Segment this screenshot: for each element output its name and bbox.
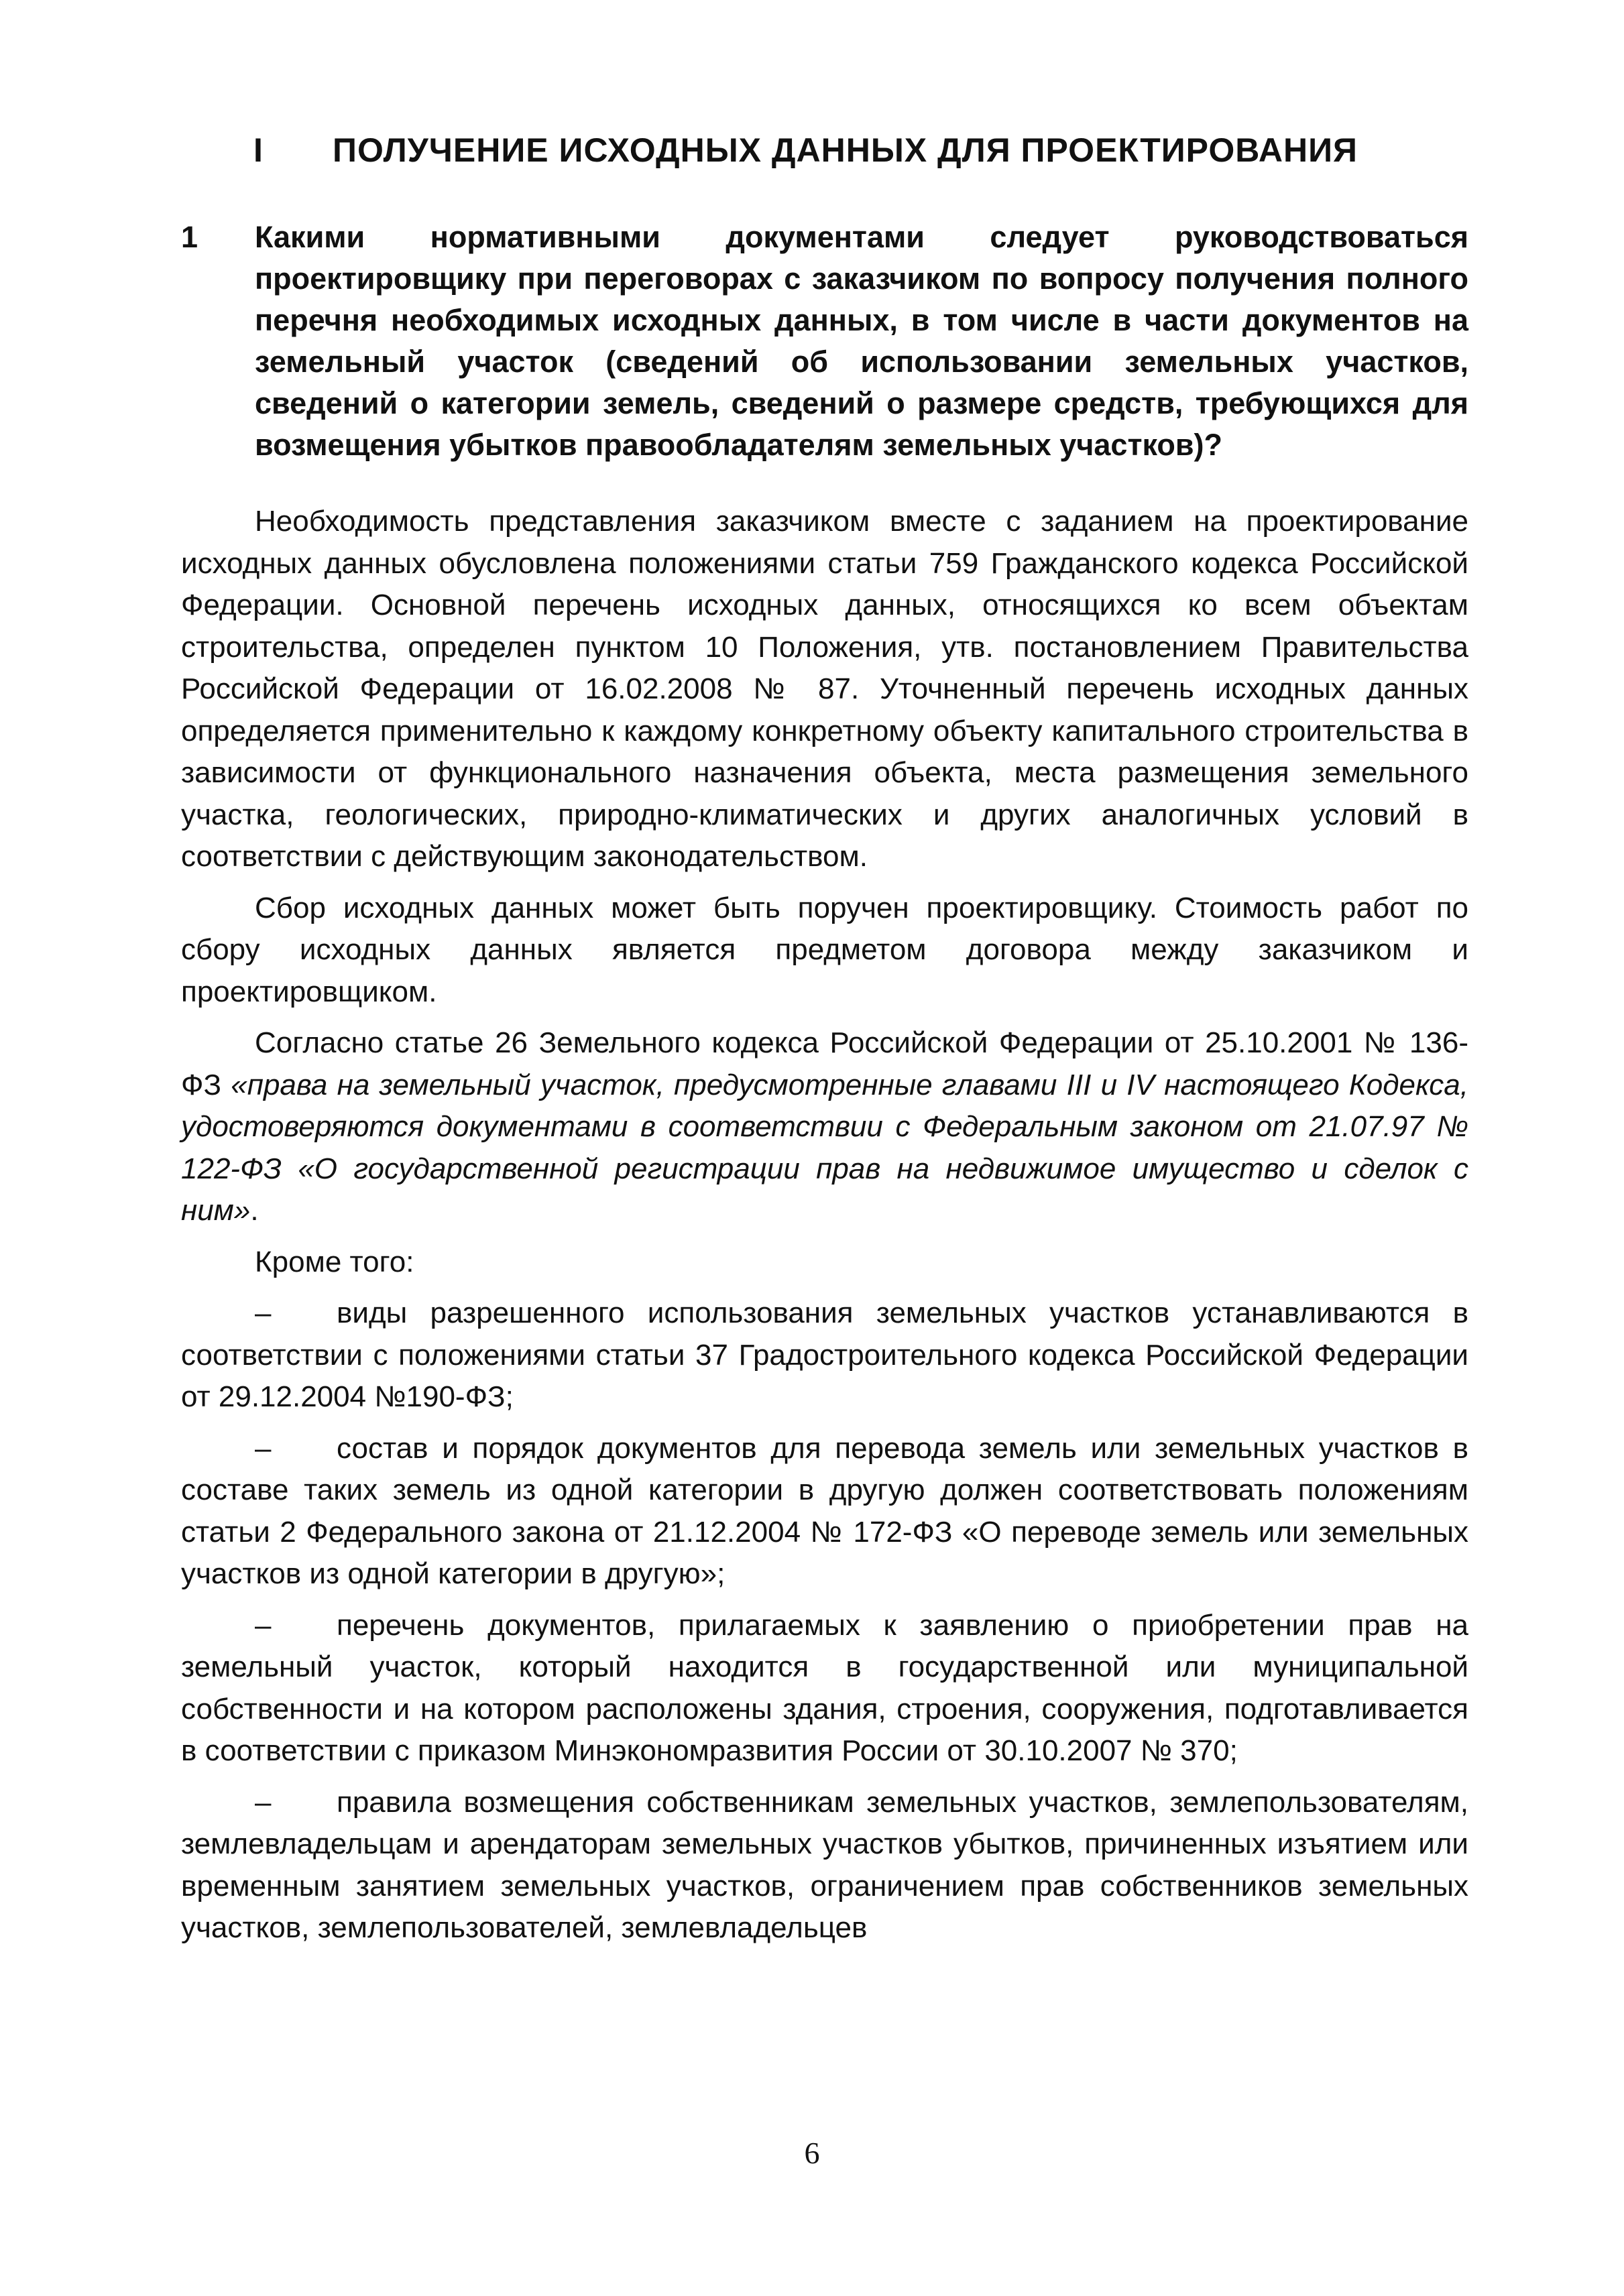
list-item — [181, 1428, 1468, 1595]
list-item — [181, 1605, 1468, 1772]
question-number: 1 — [181, 220, 198, 254]
dash-marker: – — [255, 1296, 272, 1329]
question-text: Какими нормативными документами следует руководствоваться проектировщику при переговорах с заказчиком по вопросу получения полного перечня необходимых исходных данных, в том числе в части документов на земельный участок (сведений об использовании земельных участков, сведений о категории земель, сведений о размере средств, требующихся для возмещения убытков правообладателям земельных участков)? — [255, 220, 1468, 462]
paragraph-3-quote: «права на земельный участок, предусмотренные главами III и IV настоящего Кодекса, удостоверяются документами в соответствии с Федеральным законом от 21.07.97 № 122-ФЗ «О государственной регистрации прав на недвижимое имущество и сделок с ним» — [181, 1068, 1468, 1227]
list-item-text: состав и порядок документов для перевода земель или земельных участков в составе таких земель из одной категории в другую должен соответствовать положениям статьи 2 Федерального закона от 21.12.2004 № 172-ФЗ «О переводе земель или земельных участков из одной категории в другую»; — [181, 1431, 1468, 1590]
dash-marker: – — [255, 1608, 272, 1642]
paragraph-3-plain: Согласно статье 26 Земельного кодекса Российской Федерации от 25.10.2001 № 136-ФЗ — [181, 1026, 1468, 1101]
answer-paragraph-2: Сбор исходных данных может быть поручен проектировщику. Стоимость работ по сбору исходных данных является предметом договора между заказчиком и проектировщиком. — [181, 891, 1468, 1008]
question-block — [181, 217, 1468, 466]
paragraph-3-end: . — [250, 1194, 259, 1227]
list-item-text: правила возмещения собственникам земельных участков, землепользователям, землевладельцам и арендаторам земельных участков убытков, причиненных изъятием или временным занятием земельных участков, ограничением прав собственников земельных участков, землепользователей, землевладельцев — [181, 1785, 1468, 1944]
dash-marker: – — [255, 1785, 272, 1819]
document-page — [181, 131, 1468, 1959]
page-number: 6 — [804, 2136, 820, 2170]
section-heading — [181, 131, 1468, 170]
dash-marker: – — [255, 1431, 272, 1465]
list-item — [181, 1292, 1468, 1418]
answer-paragraph-4: Кроме того: — [255, 1245, 414, 1278]
answer-paragraph-1: Необходимость представления заказчиком вместе с заданием на проектирование исходных данных обусловлена положениями статьи 759 Гражданского кодекса Российской Федерации. Основной перечень исходных данных, относящихся ко всем объектам строительства, определен пунктом 10 Положения, утв. постановлением Правительства Российской Федерации от 16.02.2008 № 87. Уточненный перечень исходных данных определяется применительно к каждому конкретному объекту капитального строительства в зависимости от функционального назначения объекта, места размещения земельного участка, геологических, природно-климатических и других аналогичных условий в соответствии с действующим законодательством. — [181, 505, 1468, 873]
section-title: ПОЛУЧЕНИЕ ИСХОДНЫХ ДАННЫХ ДЛЯ ПРОЕКТИРОВАНИЯ — [333, 131, 1358, 169]
list-item-text: перечень документов, прилагаемых к заявлению о приобретении прав на земельный участок, который находится в государственной или муниципальной собственности и на котором расположены здания, строения, сооружения, подготавливается в соответствии с приказом Минэкономразвития России от 30.10.2007 № 370; — [181, 1608, 1468, 1767]
answer-paragraph-3 — [181, 1022, 1468, 1232]
list-item-text: виды разрешенного использования земельных участков устанавливаются в соответствии с положениями статьи 37 Градостроительного кодекса Российской Федерации от 29.12.2004 №190-ФЗ; — [181, 1296, 1468, 1413]
list-item — [181, 1782, 1468, 1949]
section-number: I — [253, 131, 264, 169]
